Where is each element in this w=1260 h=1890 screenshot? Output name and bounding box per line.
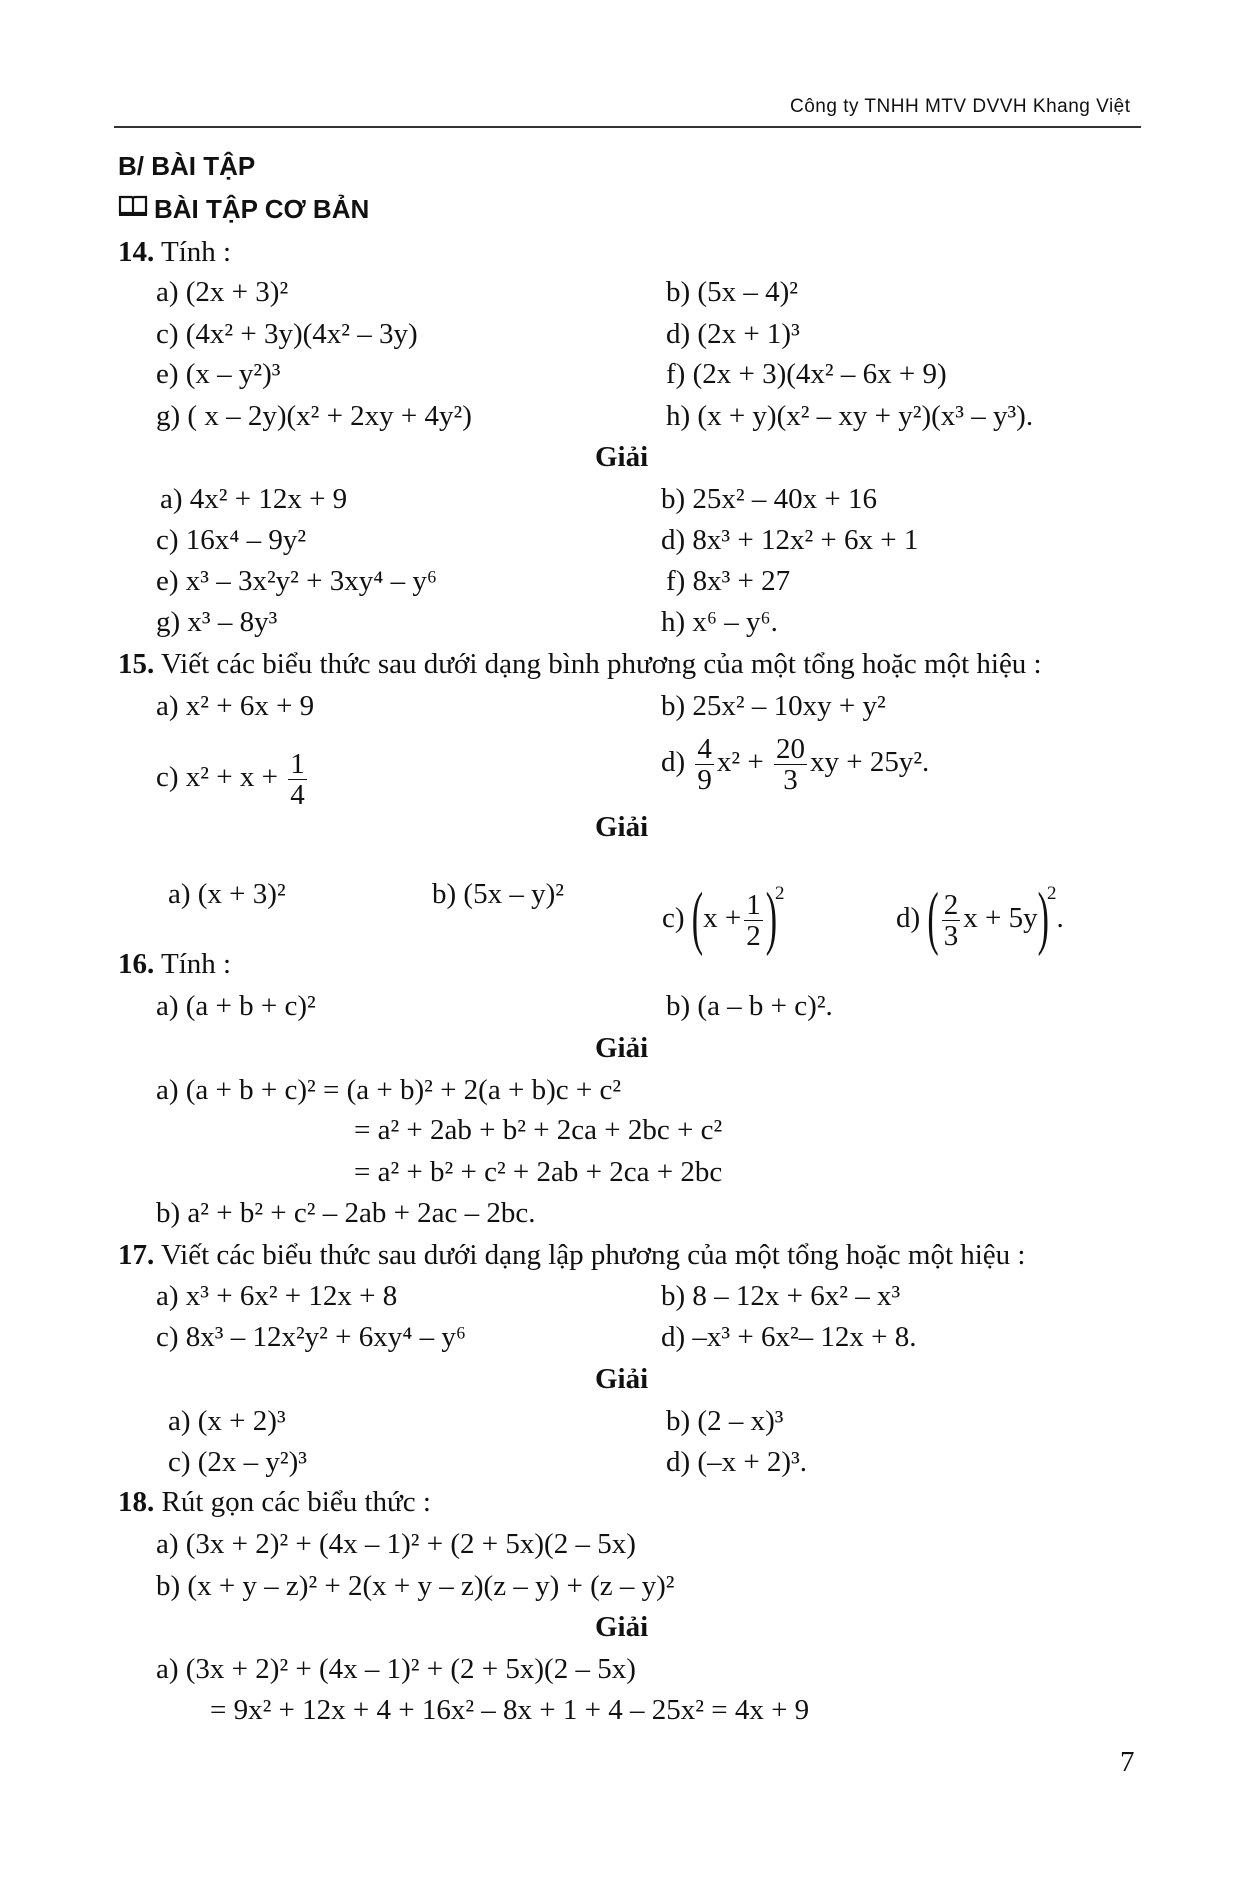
item-label: c) bbox=[662, 902, 685, 934]
problem-item: a) (3x + 2)² + (4x – 1)² + (2 + 5x)(2 – 5x) bbox=[156, 1528, 636, 1560]
problem-item: c) (4x² + 3y)(4x² – 3y) bbox=[156, 318, 418, 350]
numerator: 20 bbox=[775, 732, 805, 765]
exercise-17-heading bbox=[118, 1235, 1026, 1275]
page-number: 7 bbox=[1120, 1746, 1135, 1778]
problem-item: a) (2x + 3)² bbox=[156, 276, 289, 308]
answer-line: = a² + 2ab + b² + 2ca + 2bc + c² bbox=[354, 1114, 723, 1146]
answer-line: a) (3x + 2)² + (4x – 1)² + (2 + 5x)(2 – 5x) bbox=[156, 1653, 636, 1685]
denominator: 3 bbox=[943, 919, 959, 952]
problem-item: b) 25x² – 10xy + y² bbox=[661, 690, 886, 722]
problem-item bbox=[156, 742, 310, 812]
numerator: 4 bbox=[697, 732, 712, 765]
fraction bbox=[695, 734, 714, 795]
answer-item: a) (x + 2)³ bbox=[168, 1405, 286, 1437]
denominator: 2 bbox=[746, 919, 761, 952]
problem-item: f) (2x + 3)(4x² – 6x + 9) bbox=[666, 358, 947, 390]
denominator: 3 bbox=[783, 763, 798, 796]
problem-item: e) (x – y²)³ bbox=[156, 358, 281, 390]
answer-item: h) x⁶ – y⁶. bbox=[661, 606, 778, 638]
section-title: B/ BÀI TẬP bbox=[118, 151, 256, 181]
running-header: Công ty TNHH MTV DVVH Khang Việt bbox=[790, 96, 1131, 117]
answer-item bbox=[896, 859, 1064, 959]
problem-item: b) (a – b + c)². bbox=[666, 990, 833, 1022]
answer-line: = a² + b² + c² + 2ab + 2ca + 2bc bbox=[354, 1156, 723, 1188]
problem-item: a) x³ + 6x² + 12x + 8 bbox=[156, 1280, 398, 1312]
expr-text: xy + 25y². bbox=[809, 746, 930, 778]
solution-heading: Giải bbox=[595, 811, 649, 843]
exercise-16-heading bbox=[118, 944, 231, 984]
solution-heading: Giải bbox=[595, 1611, 649, 1643]
left-paren: ( bbox=[927, 880, 939, 959]
answer-item: d) 8x³ + 12x² + 6x + 1 bbox=[661, 524, 919, 556]
expr-text: x + bbox=[703, 902, 742, 934]
header-rule bbox=[114, 126, 1141, 128]
expr-text: c) x² + x + bbox=[156, 761, 278, 793]
solution-heading: Giải bbox=[595, 1032, 649, 1064]
exercise-number: 14. bbox=[118, 236, 155, 268]
left-paren: ( bbox=[691, 880, 704, 959]
answer-item bbox=[662, 859, 785, 959]
numerator: 1 bbox=[746, 888, 761, 921]
item-label: d) bbox=[896, 902, 921, 934]
answer-line: = 9x² + 12x + 4 + 16x² – 8x + 1 + 4 – 25x² = 4x + 9 bbox=[210, 1694, 810, 1726]
answer-item: c) (2x – y²)³ bbox=[168, 1446, 307, 1478]
problem-item: g) ( x – 2y)(x² + 2xy + 4y²) bbox=[156, 400, 472, 432]
exercise-prompt: Rút gọn các biểu thức : bbox=[161, 1486, 431, 1518]
answer-item: c) 16x⁴ – 9y² bbox=[156, 524, 307, 556]
open-book-icon bbox=[118, 189, 148, 229]
answer-item: d) (–x + 2)³. bbox=[666, 1446, 808, 1478]
problem-item: a) x² + 6x + 9 bbox=[156, 690, 315, 722]
answer-item: b) (5x – y)² bbox=[432, 878, 564, 910]
fraction bbox=[744, 890, 763, 951]
exercise-number: 17. bbox=[118, 1239, 155, 1271]
problem-item: a) (a + b + c)² bbox=[156, 990, 316, 1022]
exercise-14-heading bbox=[118, 232, 231, 272]
expr-text: x + 5y bbox=[963, 902, 1038, 934]
fraction bbox=[942, 890, 961, 951]
answer-item: b) 25x² – 40x + 16 bbox=[661, 483, 877, 515]
exponent: 2 bbox=[1046, 883, 1057, 904]
right-paren: ) bbox=[1037, 880, 1049, 959]
problem-item: d) (2x + 1)³ bbox=[666, 318, 800, 350]
numerator: 1 bbox=[290, 747, 305, 780]
exercise-15-heading bbox=[118, 644, 1042, 684]
problem-item: b) 8 – 12x + 6x² – x³ bbox=[661, 1280, 901, 1312]
answer-item: a) (x + 3)² bbox=[168, 878, 286, 910]
solution-heading: Giải bbox=[595, 441, 649, 473]
answer-line: b) a² + b² + c² – 2ab + 2ac – 2bc. bbox=[156, 1197, 536, 1229]
problem-item: h) (x + y)(x² – xy + y²)(x³ – y³). bbox=[666, 400, 1034, 432]
fraction bbox=[774, 734, 807, 795]
problem-item: c) 8x³ – 12x²y² + 6xy⁴ – y⁶ bbox=[156, 1321, 466, 1353]
exercise-prompt: Tính : bbox=[160, 948, 232, 980]
exercise-prompt: Viết các biểu thức sau dưới dạng bình phương của một tổng hoặc một hiệu : bbox=[160, 648, 1042, 680]
exercise-18-heading bbox=[118, 1482, 431, 1522]
section-subtitle bbox=[118, 189, 369, 229]
exercise-prompt: Viết các biểu thức sau dưới dạng lập phương của một tổng hoặc một hiệu : bbox=[160, 1239, 1026, 1271]
answer-item: b) (2 – x)³ bbox=[666, 1405, 784, 1437]
exercise-prompt: Tính : bbox=[160, 236, 232, 268]
subtitle-text: BÀI TẬP CƠ BẢN bbox=[154, 194, 370, 224]
expr-text: d) bbox=[661, 746, 686, 778]
problem-item bbox=[661, 727, 929, 797]
answer-item: g) x³ – 8y³ bbox=[156, 606, 278, 638]
expr-text: x² + bbox=[716, 746, 764, 778]
problem-item: b) (5x – 4)² bbox=[666, 276, 798, 308]
answer-item: e) x³ – 3x²y² + 3xy⁴ – y⁶ bbox=[156, 565, 437, 597]
exercise-number: 15. bbox=[118, 648, 155, 680]
problem-item: b) (x + y – z)² + 2(x + y – z)(z – y) + (z – y)² bbox=[156, 1570, 675, 1602]
numerator: 2 bbox=[943, 888, 959, 921]
period: . bbox=[1056, 902, 1064, 934]
right-paren: ) bbox=[765, 880, 778, 959]
exercise-number: 16. bbox=[118, 948, 155, 980]
denominator: 4 bbox=[290, 778, 305, 811]
exponent: 2 bbox=[775, 883, 785, 904]
solution-heading: Giải bbox=[595, 1363, 649, 1395]
problem-item: d) –x³ + 6x²– 12x + 8. bbox=[661, 1321, 917, 1353]
denominator: 9 bbox=[697, 763, 712, 796]
answer-item: f) 8x³ + 27 bbox=[666, 565, 791, 597]
exercise-number: 18. bbox=[118, 1486, 155, 1518]
answer-line: a) (a + b + c)² = (a + b)² + 2(a + b)c + c² bbox=[156, 1074, 622, 1106]
answer-item: a) 4x² + 12x + 9 bbox=[160, 483, 348, 515]
fraction bbox=[288, 749, 307, 810]
